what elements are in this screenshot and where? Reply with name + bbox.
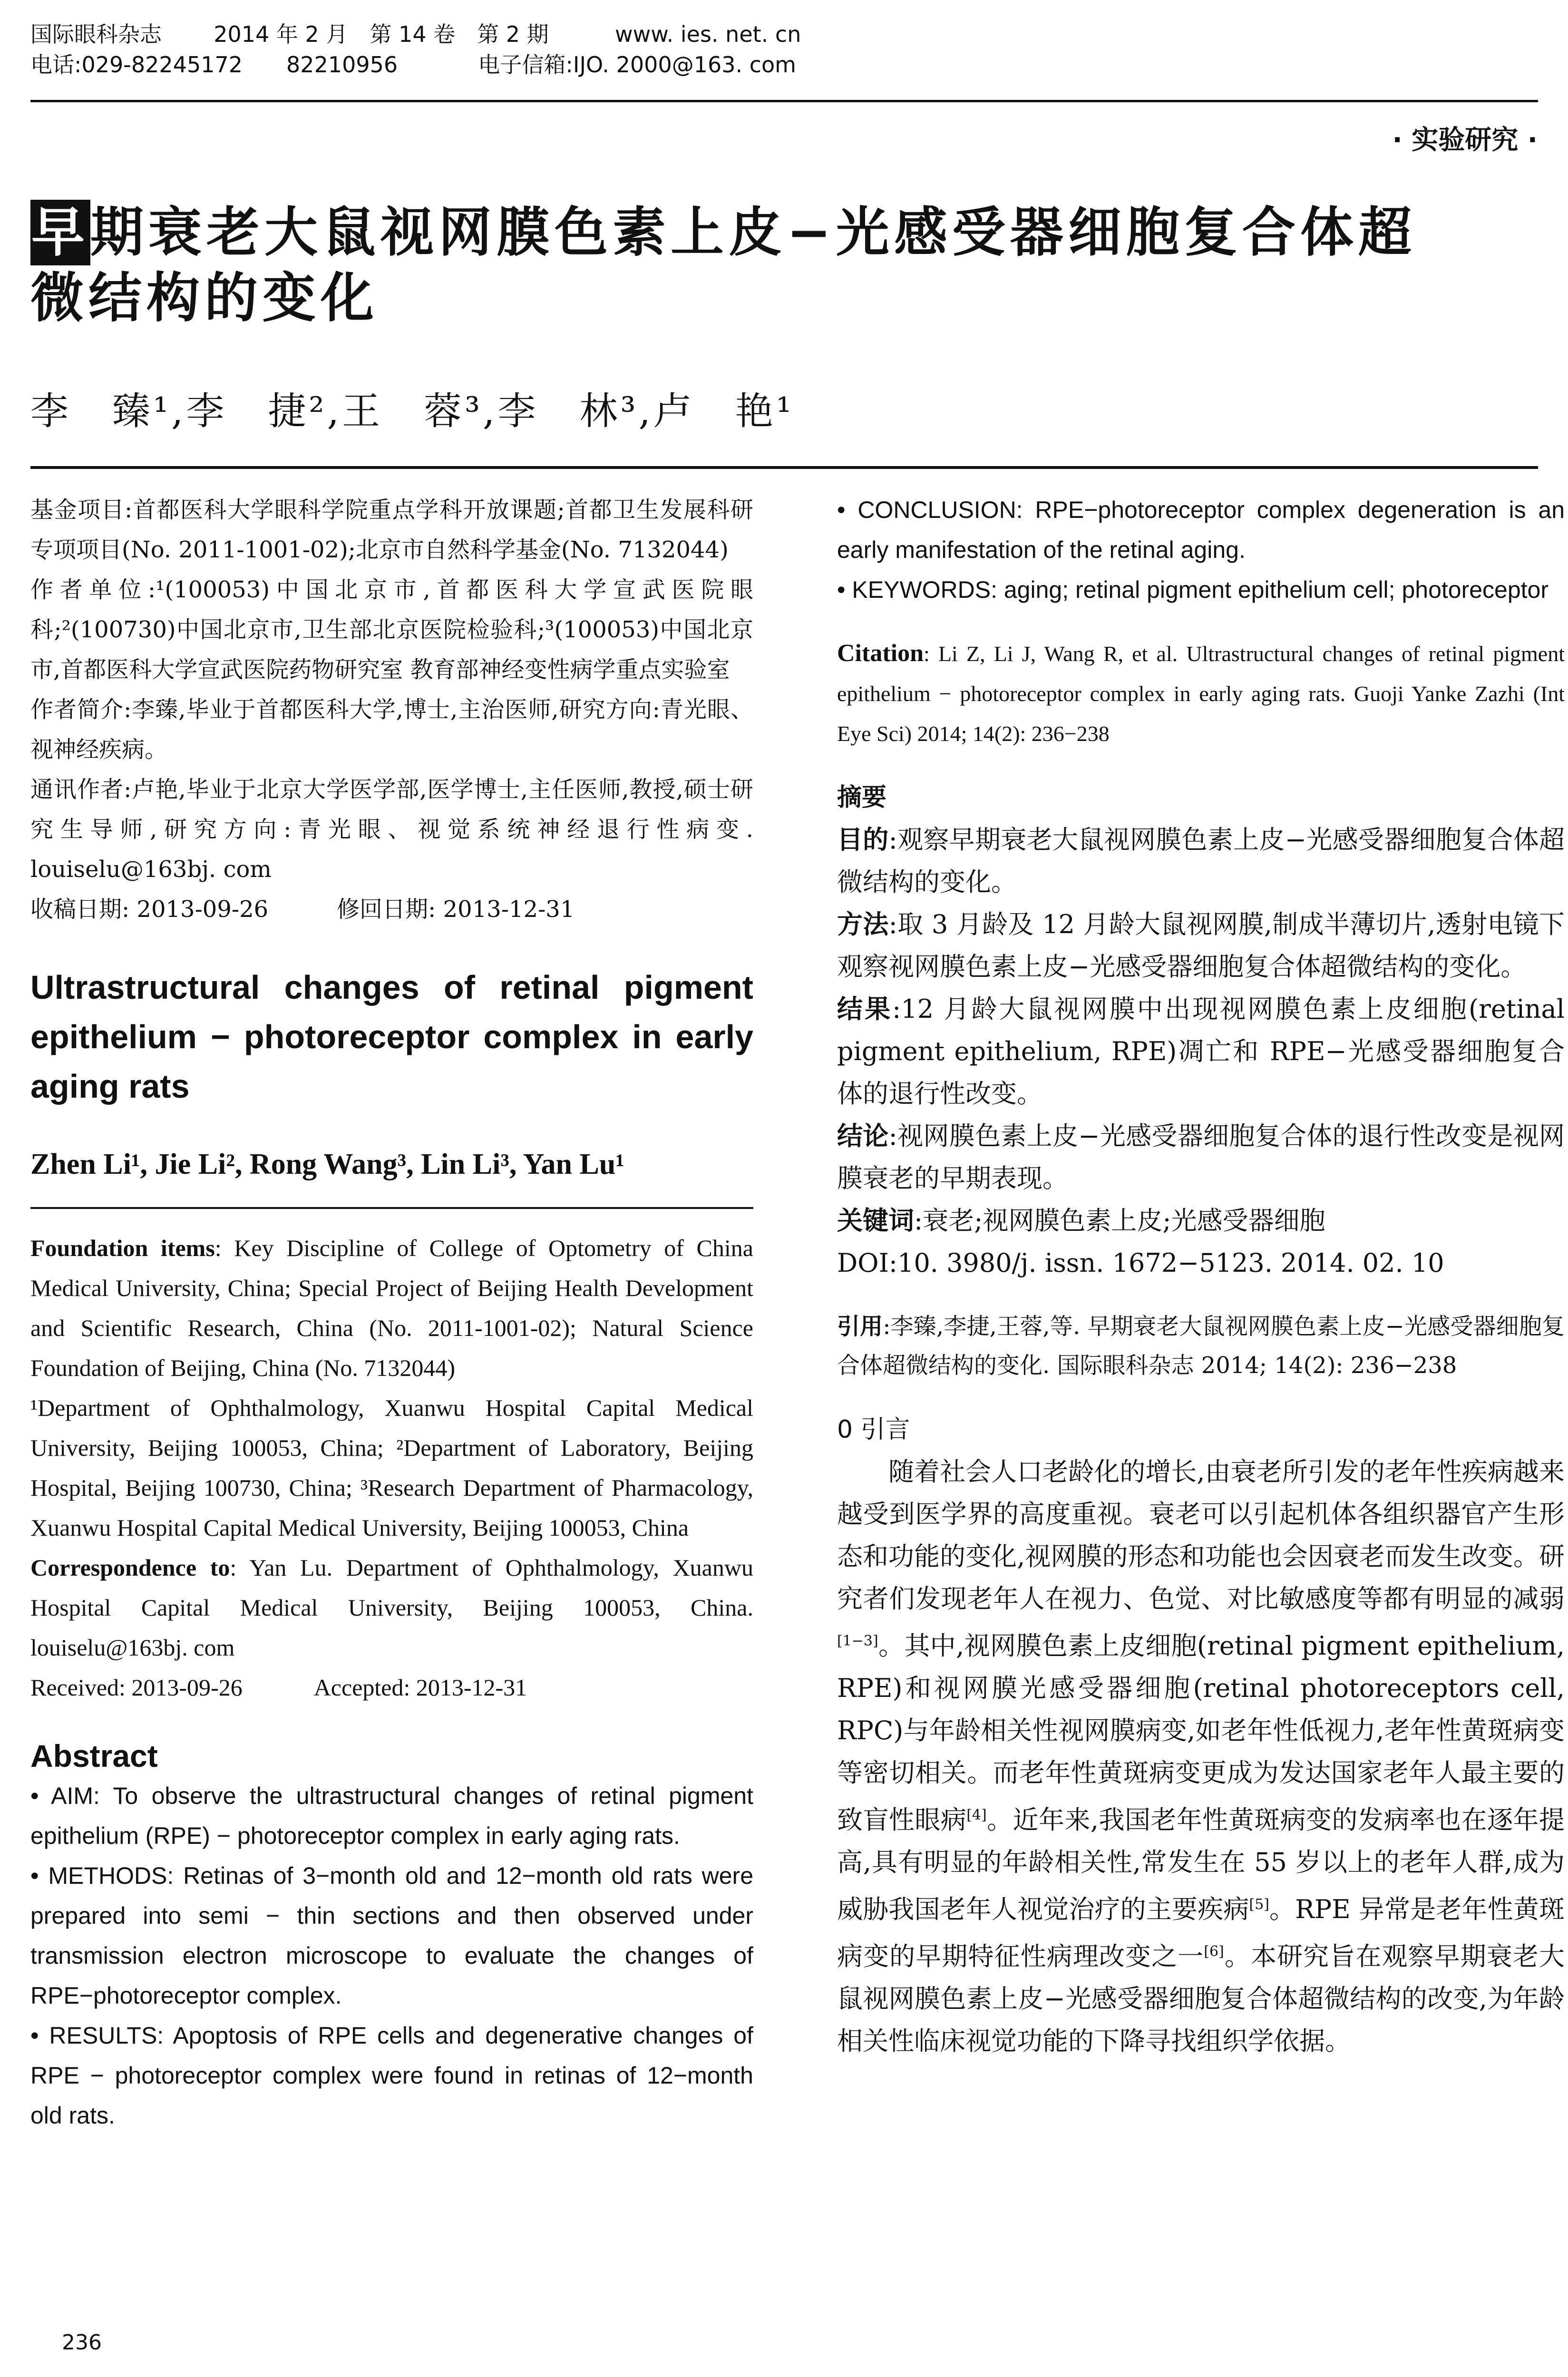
dates-cn: 收稿日期: 2013-09-26 修回日期: 2013-12-31: [30, 896, 575, 923]
left-column: [30, 490, 753, 2135]
right-column: [837, 490, 1565, 2062]
cn-citation: 引用:李臻,李捷,王蓉,等. 早期衰老大鼠视网膜色素上皮−光感受器细胞复合体超微结构的变化. 国际眼科杂志 2014; 14(2): 236−238: [837, 1313, 1565, 1379]
cn-results: 结果:12 月龄大鼠视网膜中出现视网膜色素上皮细胞(retinal pigment epithelium, RPE)凋亡和 RPE−光感受器细胞复合体的退行性改变。: [837, 994, 1565, 1109]
affiliations: ¹Department of Ophthalmology, Xuanwu Hospital Capital Medical University, Beijing 100053, China; ²Department of Laboratory, Beijing Hospital, Beijing 100730, China; ³Research Department of Pharmacology, Xuanwu Hospital Capital Medical University, Beijing 100053, China: [30, 1394, 753, 1541]
journal-header: [30, 19, 1538, 80]
issue-info: 2014 年 2 月 第 14 卷 第 2 期: [214, 21, 549, 47]
abstract-methods: • METHODS: Retinas of 3−month old and 12−month old rats were prepared into semi − thin sections and then observed under transmission electron microscope to evaluate the changes of RPE−photoreceptor complex.: [30, 1862, 753, 2009]
received-dates: Received: 2013-09-26 Accepted: 2013-12-31: [30, 1674, 527, 1701]
english-divider: [30, 1207, 753, 1209]
foundation-items: Foundation items: Key Discipline of College of Optometry of China Medical University, China; Special Project of Beijing Health Development and Scientific Research, China (No. 2011-1001-02); Natural Science Foundation of Beijing, China (No. 7132044): [30, 1235, 753, 1381]
authors-cn: 李 臻¹,李 捷²,王 蓉³,李 林³,卢 艳¹: [30, 389, 795, 433]
journal-name: 国际眼科杂志: [30, 21, 162, 47]
abstract-aim: • AIM: To observe the ultrastructural changes of retinal pigment epithelium (RPE) − photoreceptor complex in early aging rats.: [30, 1783, 753, 1849]
ref-5[interactable]: [5]: [1249, 1896, 1269, 1913]
abstract-conclusion: • CONCLUSION: RPE−photoreceptor complex degeneration is an early manifestation of the retinal aging.: [837, 497, 1565, 563]
abstract-keywords: • KEYWORDS: aging; retinal pigment epithelium cell; photoreceptor: [837, 576, 1549, 603]
foundation-label: Foundation items: [30, 1235, 215, 1261]
ref-1-3[interactable]: [1−3]: [837, 1633, 878, 1649]
abstract-results: • RESULTS: Apoptosis of RPE cells and degenerative changes of RPE − photoreceptor complex were found in retinas of 12−month old rats.: [30, 2022, 753, 2129]
cn-methods: 方法:取 3 月龄及 12 月龄大鼠视网膜,制成半薄切片,透射电镜下观察视网膜色素上皮−光感受器细胞复合体超微结构的变化。: [837, 909, 1565, 982]
authors-rule: [30, 466, 1538, 469]
abstract-cn-heading: 摘要: [837, 783, 887, 812]
title-initial: 早: [30, 200, 90, 265]
cn-conclusion: 结论:视网膜色素上皮−光感受器细胞复合体的退行性改变是视网膜衰老的早期表现。: [837, 1121, 1565, 1193]
title-line1: 期衰老大鼠视网膜色素上皮−光感受器细胞复合体超: [90, 202, 1416, 263]
corresponding-author: 通讯作者:卢艳,毕业于北京大学医学部,医学博士,主任医师,教授,硕士研究生导师,研究方向:青光眼、视觉系统神经退行性病变. louiselu@163bj. com: [30, 776, 753, 883]
author-units: 作者单位:¹(100053)中国北京市,首都医科大学宣武医院眼科;²(100730)中国北京市,卫生部北京医院检验科;³(100053)中国北京市,首都医科大学宣武医院药物研究室 教育部神经变性病学重点实验室: [30, 576, 753, 683]
page-number: 236: [62, 2330, 102, 2355]
section-tag: · 实验研究 ·: [1392, 125, 1538, 156]
ref-4[interactable]: [4]: [966, 1807, 987, 1823]
doi: DOI:10. 3980/j. issn. 1672−5123. 2014. 02. 10: [837, 1248, 1444, 1278]
email: 电子信箱:IJO. 2000@163. com: [478, 52, 796, 78]
abstract-heading: Abstract: [30, 1738, 158, 1773]
ref-6[interactable]: [6]: [1204, 1943, 1224, 1960]
phone: 电话:029-82245172 82210956: [30, 52, 398, 78]
title-line2: 微结构的变化: [30, 267, 379, 329]
correspondence-label: Correspondence to: [30, 1554, 230, 1581]
citation-en: Citation: Li Z, Li J, Wang R, et al. Ultrastructural changes of retinal pigment epithelium − photoreceptor complex in early aging rats. Guoji Yanke Zazhi (Int Eye Sci) 2014; 14(2): 236−238: [837, 640, 1565, 746]
intro-heading: 0 引言: [837, 1415, 910, 1444]
website: www. ies. net. cn: [615, 21, 801, 47]
english-title: Ultrastructural changes of retinal pigment epithelium − photoreceptor complex in early aging rats: [30, 969, 753, 1105]
fund-info: 基金项目:首都医科大学眼科学院重点学科开放课题;首都卫生发展科研专项项目(No. 2011-1001-02);北京市自然科学基金(No. 7132044): [30, 497, 753, 563]
header-rule: [30, 100, 1538, 102]
intro-paragraph: 随着社会人口老龄化的增长,由衰老所引发的老年性疾病越来越受到医学界的高度重视。衰老可以引起机体各组织器官产生形态和功能的变化,视网膜的形态和功能也会因衰老而发生改变。研究者们发现老年人在视力、色觉、对比敏感度等都有明显的减弱[1−3]。其中,视网膜色素上皮细胞(retinal pigment epithelium, RPE)和视网膜光感受器细胞(retinal photoreceptors cell, RPC)与年龄相关性视网膜病变,如老年性低视力,老年性黄斑病变等密切相关。而老年性黄斑病变更成为发达国家老年人最主要的致盲性眼病[4]。近年来,我国老年性黄斑病变的发病率也在逐年提高,具有明显的年龄相关性,常发生在 55 岁以上的老年人群,成为威胁我国老年人视觉治疗的主要疾病[5]。RPE 异常是老年性黄斑病变的早期特征性病理改变之一[6]。本研究旨在观察早期衰老大鼠视网膜色素上皮−光感受器细胞复合体超微结构的改变,为年龄相关性临床视觉功能的下降寻找组织学依据。: [837, 1457, 1565, 2056]
author-bio: 作者简介:李臻,毕业于首都医科大学,博士,主治医师,研究方向:青光眼、视神经疾病。: [30, 696, 753, 763]
cn-aim: 目的:观察早期衰老大鼠视网膜色素上皮−光感受器细胞复合体超微结构的变化。: [837, 825, 1565, 897]
english-authors: Zhen Li¹, Jie Li², Rong Wang³, Lin Li³, Yan Lu¹: [30, 1148, 624, 1180]
article-title: [30, 200, 1548, 331]
citation-label: Citation: [837, 640, 924, 667]
correspondence: Correspondence to: Yan Lu. Department of Ophthalmology, Xuanwu Hospital Capital Medical University, Beijing 100053, China. louiselu@163bj. com: [30, 1554, 753, 1661]
cn-keywords: 关键词:衰老;视网膜色素上皮;光感受器细胞: [837, 1206, 1325, 1236]
